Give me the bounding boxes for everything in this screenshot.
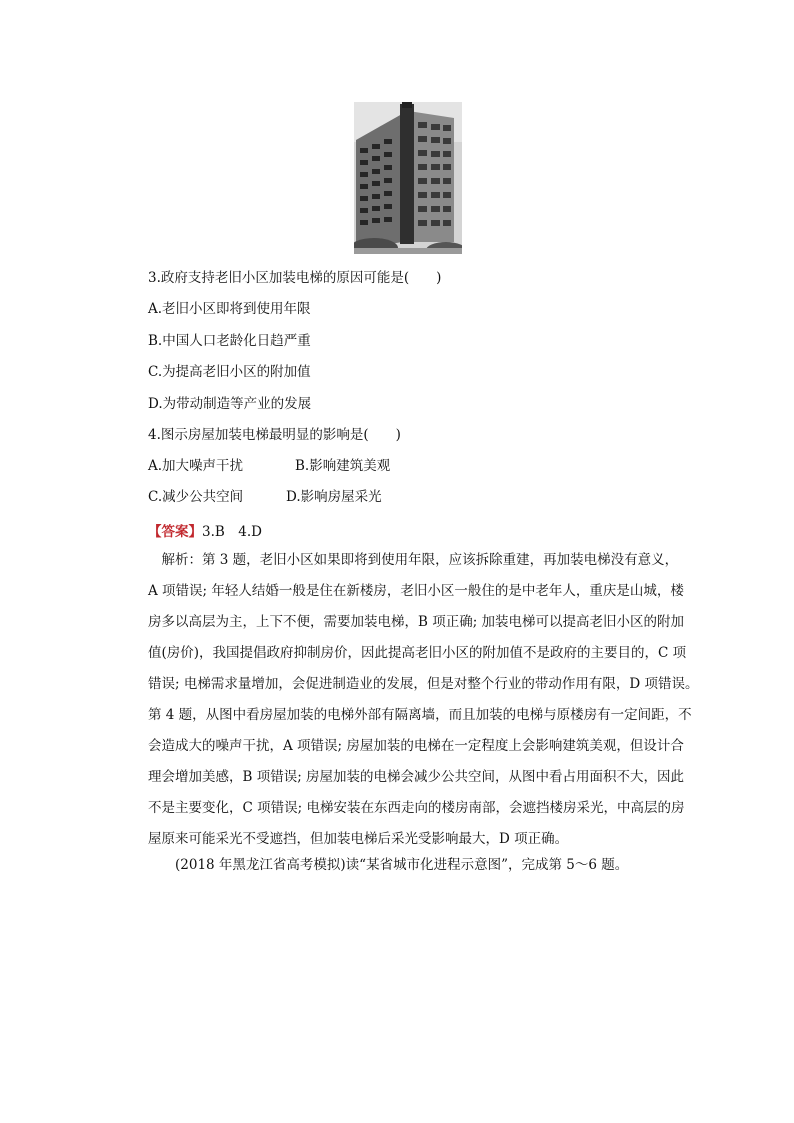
analysis-line: 屋原来可能采光不受遮挡，但加装电梯后采光受影响最大，D 项正确。 [148, 831, 569, 847]
analysis-line: 值(房价)，我国提倡政府抑制房价，因此提高老旧小区的附加值不是政府的主要目的，C 项 [148, 645, 687, 661]
question-4-option-d: D.影响房屋采光 [286, 489, 382, 505]
question-4-option-b: B.影响建筑美观 [295, 458, 391, 474]
analysis-line: 不是主要变化，C 项错误; 电梯安装在东西走向的楼房南部，会遮挡楼房采光，中高层的房 [148, 800, 685, 816]
question-3-option-b: B.中国人口老龄化日趋严重 [148, 333, 311, 349]
question-4-option-a: A.加大噪声干扰 [148, 458, 244, 474]
answer-tag: 【答案】 [148, 524, 202, 540]
analysis-line: 会造成大的噪声干扰，A 项错误; 房屋加装的电梯在一定程度上会影响建筑美观，但设计合 [148, 738, 684, 754]
question-3-option-c: C.为提高老旧小区的附加值 [148, 364, 311, 380]
answer-line [148, 520, 262, 540]
building-photo-drawing [354, 102, 462, 254]
analysis-paragraph [148, 545, 699, 855]
analysis-line: A 项错误; 年轻人结婚一般是住在新楼房，老旧小区一般住的是中老年人，重庆是山城，楼 [148, 583, 684, 599]
analysis-line: 房多以高层为主，上下不便，需要加装电梯，B 项正确; 加装电梯可以提高老旧小区的附加 [148, 614, 685, 630]
analysis-line: 错误; 电梯需求量增加，会促进制造业的发展，但是对整个行业的带动作用有限，D 项错误。 [148, 676, 699, 692]
analysis-line: 第 4 题，从图中看房屋加装的电梯外部有隔离墙，而且加装的电梯与原楼房有一定间距，不 [148, 707, 692, 723]
analysis-line: 理会增加美感，B 项错误; 房屋加装的电梯会减少公共空间，从图中看占用面积不大，因此 [148, 769, 685, 785]
question-3-option-a: A.老旧小区即将到使用年限 [148, 301, 311, 317]
question-3-stem: 3.政府支持老旧小区加装电梯的原因可能是( ) [148, 270, 442, 286]
analysis-line: 解析：第 3 题，老旧小区如果即将到使用年限，应该拆除重建，再加装电梯没有意义， [148, 552, 679, 568]
question-3-option-d: D.为带动制造等产业的发展 [148, 396, 312, 412]
source-note: (2018 年黑龙江省高考模拟)读“某省城市化进程示意图”，完成第 5～6 题。 [175, 857, 629, 873]
building-photo [354, 102, 462, 254]
question-4-option-c: C.减少公共空间 [148, 489, 244, 505]
question-4-stem: 4.图示房屋加装电梯最明显的影响是( ) [148, 427, 401, 443]
answer-text: 3.B 4.D [202, 524, 263, 540]
